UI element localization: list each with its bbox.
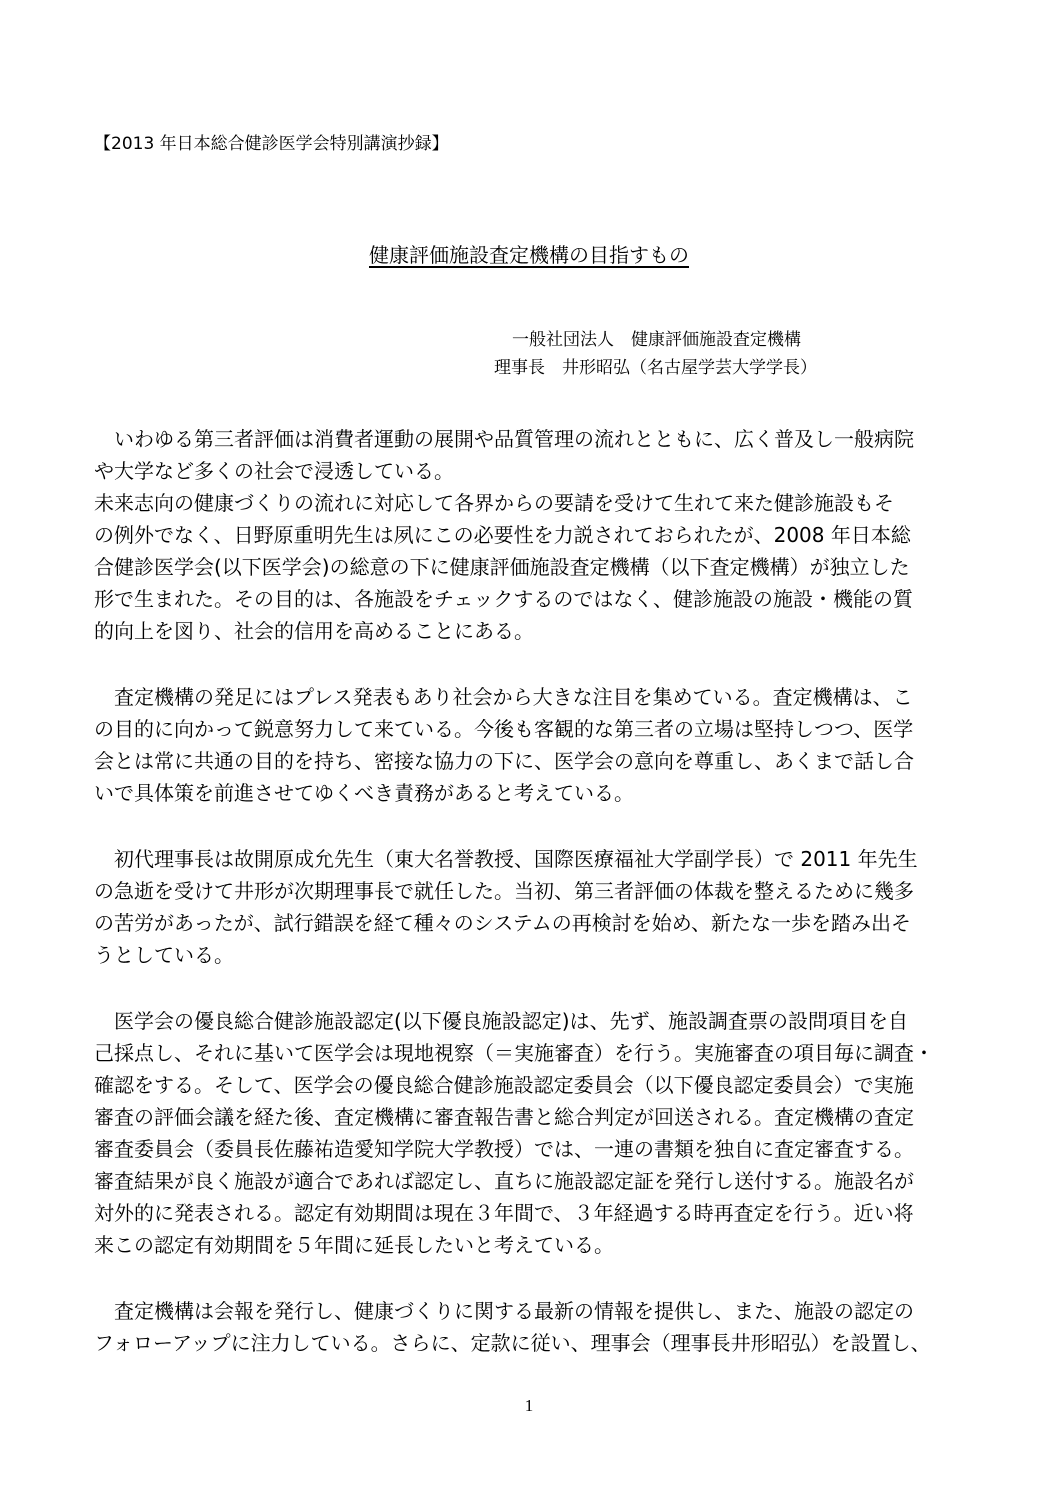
- document-body: [94, 423, 964, 1393]
- text-line: いで具体策を前進させてゆくべき責務があると考えている。: [94, 781, 634, 805]
- author-name: 理事長 井形昭弘（名古屋学芸大学学長）: [494, 358, 817, 378]
- text-line: 形で生まれた。その目的は、各施設をチェックするのではなく、健診施設の施設・機能の質: [94, 587, 913, 611]
- text-line: の急逝を受けて井形が次期理事長で就任した。当初、第三者評価の体裁を整えるために幾多: [94, 879, 914, 903]
- text-line: の目的に向かって鋭意努力して来ている。今後も客観的な第三者の立場は堅持しつつ、医学: [94, 717, 914, 741]
- page-number: 1: [524, 1396, 534, 1415]
- text-line: 確認をする。そして、医学会の優良総合健診施設認定委員会（以下優良認定委員会）で実施: [94, 1073, 914, 1097]
- author-organization: 一般社団法人 健康評価施設査定機構: [512, 330, 801, 350]
- text-line: フォローアップに注力している。さらに、定款に従い、理事会（理事長井形昭弘）を設置し、: [94, 1331, 931, 1355]
- text-line: 初代理事長は故開原成允先生（東大名誉教授、国際医療福祉大学副学長）で 2011 年先生: [94, 847, 918, 871]
- text-line: 的向上を図り、社会的信用を高めることにある。: [94, 619, 534, 643]
- paragraph-3: [94, 843, 964, 971]
- text-line: いわゆる第三者評価は消費者運動の展開や品質管理の流れとともに、広く普及し一般病院: [94, 427, 914, 451]
- text-line: 対外的に発表される。認定有効期間は現在３年間で、３年経過する時再査定を行う。近い将: [94, 1201, 914, 1225]
- text-line: 来この認定有効期間を５年間に延長したいと考えている。: [94, 1233, 614, 1257]
- text-line: 審査結果が良く施設が適合であれば認定し、直ちに施設認定証を発行し送付する。施設名が: [94, 1169, 914, 1193]
- document-title: 健康評価施設査定機構の目指すもの: [369, 243, 689, 267]
- text-line: 会とは常に共通の目的を持ち、密接な協力の下に、医学会の意向を尊重し、あくまで話し合: [94, 749, 914, 773]
- paragraph-1: [94, 423, 964, 647]
- text-line: うとしている。: [94, 943, 234, 967]
- text-line: の苦労があったが、試行錯誤を経て種々のシステムの再検討を始め、新たな一歩を踏み出そ: [94, 911, 911, 935]
- text-line: の例外でなく、日野原重明先生は夙にこの必要性を力説されておられたが、2008 年日本総: [94, 523, 911, 547]
- text-line: 合健診医学会(以下医学会)の総意の下に健康評価施設査定機構（以下査定機構）が独立した: [94, 555, 910, 579]
- text-line: 審査委員会（委員長佐藤祐造愛知学院大学教授）では、一連の書類を独自に査定審査する。: [94, 1137, 914, 1161]
- text-line: 査定機構は会報を発行し、健康づくりに関する最新の情報を提供し、また、施設の認定の: [94, 1299, 914, 1323]
- text-line: や大学など多くの社会で浸透している。: [94, 459, 454, 483]
- paragraph-4: [94, 1005, 964, 1261]
- text-line: 己採点し、それに基いて医学会は現地視察（＝実施審査）を行う。実施審査の項目毎に調査・: [94, 1041, 934, 1065]
- text-line: 医学会の優良総合健診施設認定(以下優良施設認定)は、先ず、施設調査票の設問項目を自: [94, 1009, 909, 1033]
- header-note: 【2013 年日本総合健診医学会特別講演抄録】: [94, 134, 449, 154]
- paragraph-2: [94, 681, 964, 809]
- text-line: 未来志向の健康づくりの流れに対応して各界からの要請を受けて生れて来た健診施設もそ: [94, 491, 894, 515]
- text-line: 審査の評価会議を経た後、査定機構に審査報告書と総合判定が回送される。査定機構の査定: [94, 1105, 914, 1129]
- paragraph-5: [94, 1295, 964, 1359]
- text-line: 査定機構の発足にはプレス発表もあり社会から大きな注目を集めている。査定機構は、こ: [94, 685, 913, 709]
